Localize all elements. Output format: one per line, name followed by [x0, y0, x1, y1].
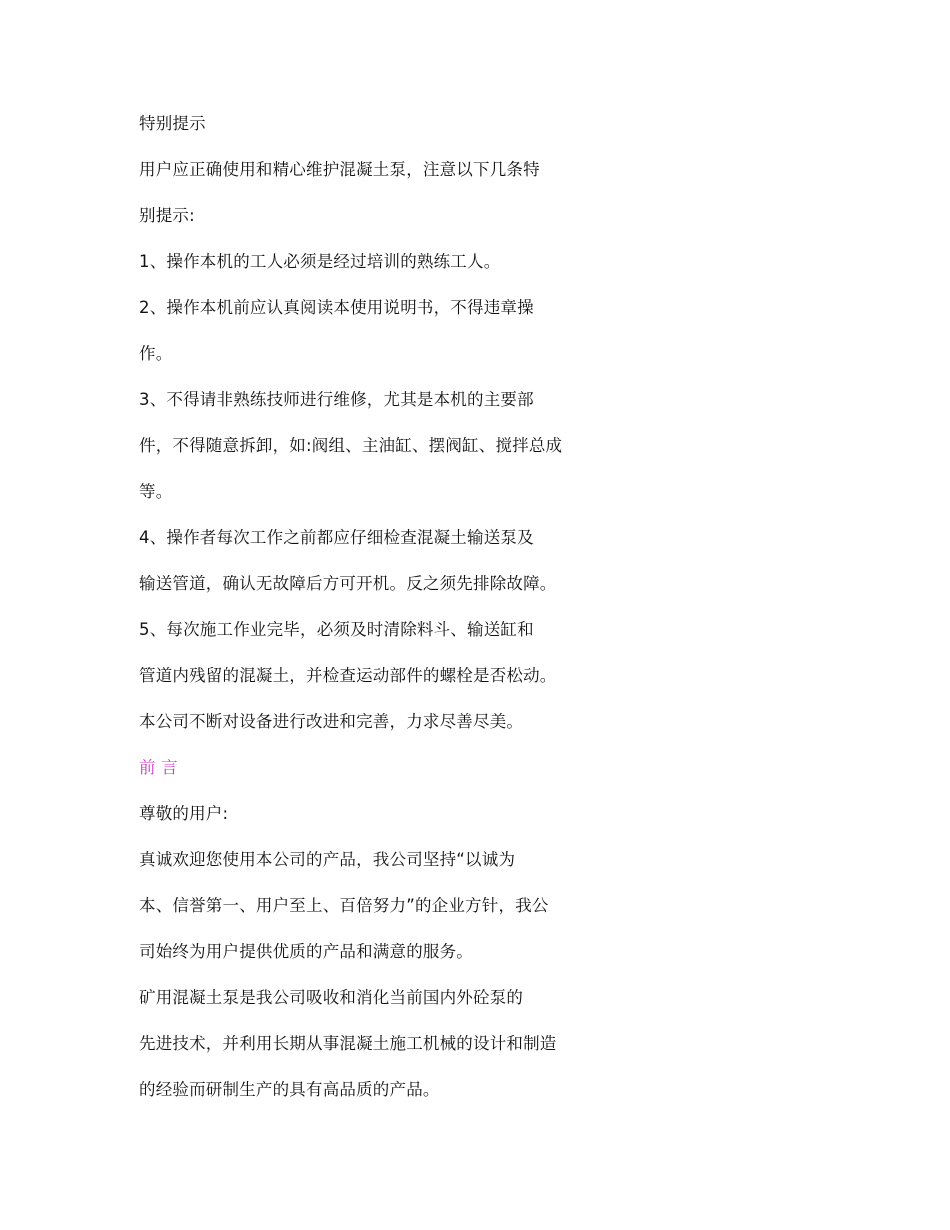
paragraph-line: 管道内残留的混凝土，并检查运动部件的螺栓是否松动。 [139, 666, 557, 685]
paragraph-line: 用户应正确使用和精心维护混凝土泵，注意以下几条特 [139, 160, 540, 179]
paragraph-line: 矿用混凝土泵是我公司吸收和消化当前国内外砼泵的 [139, 988, 524, 1007]
paragraph-line: 等。 [139, 482, 173, 501]
notice-item-1: 1、操作本机的工人必须是经过培训的熟练工人。 [139, 252, 501, 271]
notice-item-4: 4、操作者每次工作之前都应仔细检查混凝土输送泵及 [139, 528, 534, 547]
paragraph-line: 作。 [139, 344, 173, 363]
paragraph-line: 司始终为用户提供优质的产品和满意的服务。 [139, 942, 473, 961]
notice-item-2: 2、操作本机前应认真阅读本使用说明书，不得违章操 [139, 298, 534, 317]
section-heading-special-notice: 特别提示 [139, 114, 206, 133]
paragraph-line: 输送管道，确认无故障后方可开机。反之须先排除故障。 [139, 574, 557, 593]
section-heading-preface: 前 言 [139, 758, 178, 777]
notice-item-3: 3、不得请非熟练技师进行维修，尤其是本机的主要部 [139, 390, 534, 409]
paragraph-line: 本公司不断对设备进行改进和完善，力求尽善尽美。 [139, 712, 524, 731]
paragraph-line: 的经验而研制生产的具有高品质的产品。 [139, 1080, 440, 1099]
paragraph-line: 真诚欢迎您使用本公司的产品，我公司坚持“以诚为 [139, 850, 516, 869]
paragraph-line: 件，不得随意拆卸，如:阀组、主油缸、摆阀缸、搅拌总成 [139, 436, 563, 455]
paragraph-line: 本、信誉第一、用户至上、百倍努力”的企业方针，我公 [139, 896, 549, 915]
paragraph-line: 先进技术，并利用长期从事混凝土施工机械的设计和制造 [139, 1034, 557, 1053]
document-body [139, 114, 839, 1126]
paragraph-line: 别提示: [139, 206, 195, 225]
salutation: 尊敬的用户: [139, 804, 229, 823]
notice-item-5: 5、每次施工作业完毕，必须及时清除料斗、输送缸和 [139, 620, 534, 639]
